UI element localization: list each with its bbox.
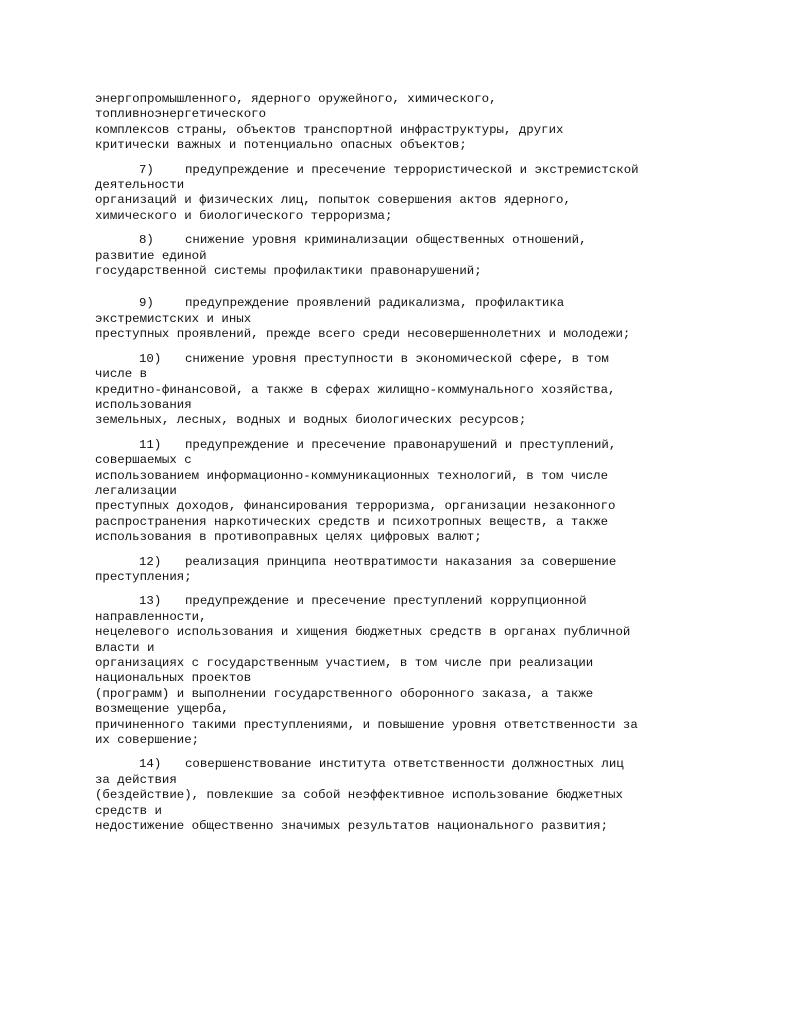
text-line: использованием информационно-коммуникационных технологий, в том числе xyxy=(95,468,609,483)
text-line: комплексов страны, объектов транспортной инфраструктуры, других xyxy=(95,122,564,137)
text-line: государственной системы профилактики правонарушений; xyxy=(95,264,482,279)
list-item-12 xyxy=(95,555,705,586)
text-line-content: предупреждение и пресечение правонарушений и преступлений, xyxy=(185,437,617,452)
text-line: деятельности xyxy=(95,178,185,193)
list-item-10 xyxy=(95,352,705,429)
list-item-13 xyxy=(95,594,705,748)
text-line: земельных, лесных, водных и водных биологических ресурсов; xyxy=(95,413,527,428)
text-line: использования xyxy=(95,397,192,412)
text-line xyxy=(95,438,705,453)
text-line: совершаемых с xyxy=(95,453,192,468)
list-item-number: 7) xyxy=(139,162,154,177)
text-line: организаций и физических лиц, попыток совершения актов ядерного, xyxy=(95,193,571,208)
text-line xyxy=(95,233,705,248)
document-body xyxy=(95,92,705,834)
text-line: химического и биологического терроризма; xyxy=(95,208,393,223)
list-item-14 xyxy=(95,757,705,834)
text-line xyxy=(95,757,705,772)
list-item-number: 10) xyxy=(139,351,162,366)
text-line: власти и xyxy=(95,640,155,655)
text-line-content: предупреждение проявлений радикализма, профилактика xyxy=(185,296,565,311)
text-line xyxy=(95,555,705,570)
text-line xyxy=(95,163,705,178)
text-line: нецелевого использования и хищения бюджетных средств в органах публичной xyxy=(95,625,631,640)
list-item-8 xyxy=(95,233,705,279)
text-line: легализации xyxy=(95,483,177,498)
list-item-number: 14) xyxy=(139,757,162,772)
text-line: преступных проявлений, прежде всего среди несовершеннолетних и молодежи; xyxy=(95,327,631,342)
text-line: распространения наркотических средств и психотропных веществ, а также xyxy=(95,514,609,529)
text-line: развитие единой xyxy=(95,248,207,263)
list-item-11 xyxy=(95,438,705,546)
text-line: (бездействие), повлекшие за собой неэффективное использование бюджетных xyxy=(95,788,623,803)
text-line: преступления; xyxy=(95,569,192,584)
list-item-number: 12) xyxy=(139,554,162,569)
text-line-content: предупреждение и пресечение преступлений коррупционной xyxy=(185,594,587,609)
text-line-content: реализация принципа неотвратимости наказания за совершение xyxy=(185,554,617,569)
list-item-number: 11) xyxy=(139,437,162,452)
text-line-content: снижение уровня преступности в экономической сфере, в том xyxy=(185,351,609,366)
text-line: числе в xyxy=(95,367,148,382)
text-line: критически важных и потенциально опасных объектов; xyxy=(95,138,467,153)
text-line: направленности, xyxy=(95,609,207,624)
text-line: топливноэнергетического xyxy=(95,107,267,122)
text-line: возмещение ущерба, xyxy=(95,702,229,717)
text-line-content: совершенствование института ответственности должностных лиц xyxy=(185,757,624,772)
text-line: использования в противоправных целях цифровых валют; xyxy=(95,530,482,545)
text-line xyxy=(95,594,705,609)
text-line: организациях с государственным участием, в том числе при реализации xyxy=(95,656,594,670)
text-line: национальных проектов xyxy=(95,671,252,686)
list-item-9 xyxy=(95,296,705,342)
text-line: (программ) и выполнении государственного оборонного заказа, а также xyxy=(95,686,594,701)
text-line-content: снижение уровня криминализации общественных отношений, xyxy=(185,233,587,248)
list-item-number: 8) xyxy=(139,233,154,248)
text-line: за действия xyxy=(95,772,177,787)
paragraph-continuation xyxy=(95,92,705,154)
list-item-number: 9) xyxy=(139,296,154,311)
text-line xyxy=(95,296,705,311)
text-line-content: предупреждение и пресечение террористической и экстремистской xyxy=(185,162,639,177)
text-line: средств и xyxy=(95,803,162,818)
list-item-number: 13) xyxy=(139,594,162,609)
list-item-7 xyxy=(95,163,705,225)
text-line: их совершение; xyxy=(95,733,200,748)
text-line: преступных доходов, финансирования терроризма, организации незаконного xyxy=(95,499,616,514)
text-line: причиненного такими преступлениями, и повышение уровня ответственности за xyxy=(95,717,638,732)
text-line: энергопромышленного, ядерного оружейного, химического, xyxy=(95,92,497,106)
text-line: недостижение общественно значимых результатов национального развития; xyxy=(95,819,609,834)
text-line xyxy=(95,352,705,367)
text-line: экстремистских и иных xyxy=(95,311,252,326)
text-line: кредитно-финансовой, а также в сферах жилищно-коммунального хозяйства, xyxy=(95,382,616,397)
